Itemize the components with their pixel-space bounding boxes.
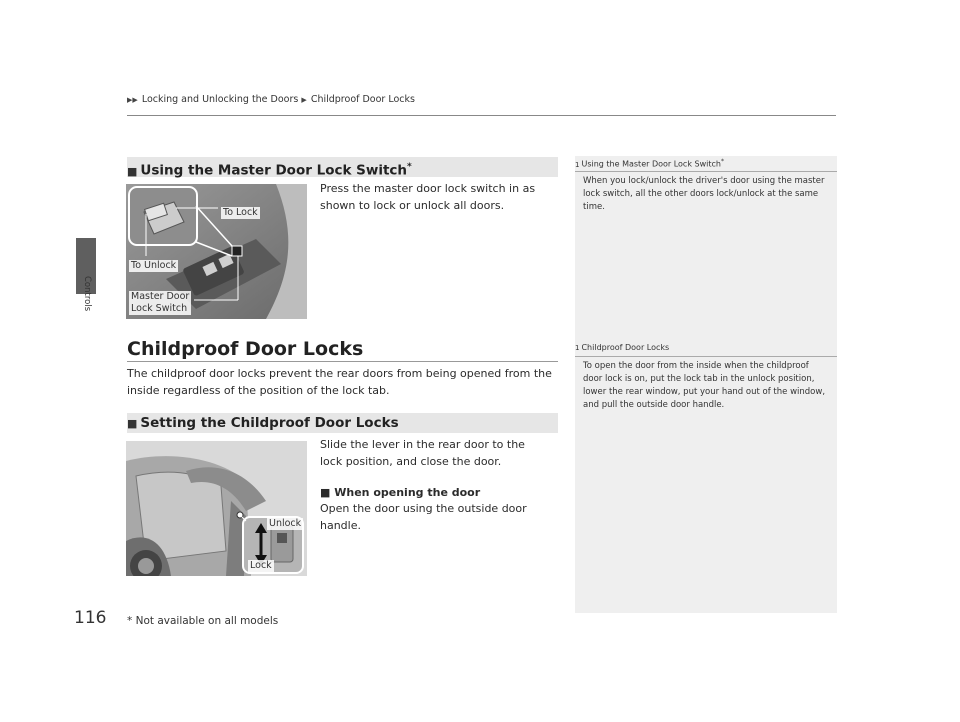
breadcrumb-part-childproof: Childproof Door Locks	[310, 94, 415, 105]
page-number: 116	[74, 608, 107, 628]
childproof-intro: The childproof door locks prevent the rear doors from being opened from the inside regardless of the position of the lock tab.	[127, 367, 552, 397]
note-text-childproof: To open the door from the inside when the childproof door lock is on, put the lock tab in the unlock position, lower the rear window, put your hand out of the window, and pull the outside door handle.	[583, 361, 826, 410]
note-number: 1	[575, 160, 580, 169]
childproof-set-instructions: Slide the lever in the rear door to the lock position, and close the door.	[320, 438, 525, 468]
callout-line-1: Master Door	[131, 291, 190, 302]
callout-unlock: Unlock	[269, 518, 302, 529]
breadcrumb-separator-icon: ▶	[301, 96, 307, 104]
asterisk-mark: *	[720, 158, 724, 165]
chapter-side-tab-label: Controls	[82, 276, 92, 312]
note-heading-master-lock	[575, 158, 724, 169]
when-opening-instructions: Open the door using the outside door handle.	[320, 502, 527, 532]
section-marker-icon: ■	[127, 417, 138, 430]
callout-lock: Lock	[250, 560, 272, 571]
section-title: Using the Master Door Lock Switch	[140, 162, 408, 179]
header-rule	[127, 115, 836, 116]
section-title: Setting the Childproof Door Locks	[140, 415, 399, 431]
asterisk-mark: *	[407, 162, 412, 172]
breadcrumb-arrow-icon: ▶▶	[127, 96, 138, 104]
footnote: * Not available on all models	[127, 615, 279, 627]
note-heading-childproof	[575, 343, 669, 352]
breadcrumb-part-locking[interactable]: Locking and Unlocking the Doors	[141, 94, 299, 105]
note-title: Childproof Door Locks	[581, 343, 670, 352]
note-number: 1	[575, 344, 580, 352]
callout-line-2: Lock Switch	[131, 303, 188, 314]
section-heading-setting-childproof	[127, 413, 558, 433]
callout-master-door-lock-switch	[129, 291, 191, 315]
callout-to-lock: To Lock	[223, 207, 258, 218]
note-rule	[575, 356, 837, 357]
page-title: Childproof Door Locks	[127, 338, 364, 360]
childproof-lock-illustration	[126, 441, 307, 576]
master-lock-instructions: Press the master door lock switch in as shown to lock or unlock all doors.	[320, 182, 536, 212]
note-title: Using the Master Door Lock Switch	[581, 159, 721, 169]
note-text-master-lock: When you lock/unlock the driver's door using the master lock switch, all the other doors lock/unlock at the same time.	[583, 176, 825, 212]
title-rule	[127, 361, 558, 362]
section-marker-icon: ■	[127, 164, 138, 178]
rear-door-drawing	[126, 441, 307, 576]
callout-to-unlock: To Unlock	[131, 260, 177, 271]
breadcrumb	[127, 94, 415, 105]
subheading-text: When opening the door	[334, 486, 481, 499]
section-heading-master-lock	[127, 157, 558, 177]
note-rule	[575, 171, 837, 172]
subheading-when-opening	[320, 485, 480, 502]
subheading-marker-icon: ■	[320, 486, 331, 499]
